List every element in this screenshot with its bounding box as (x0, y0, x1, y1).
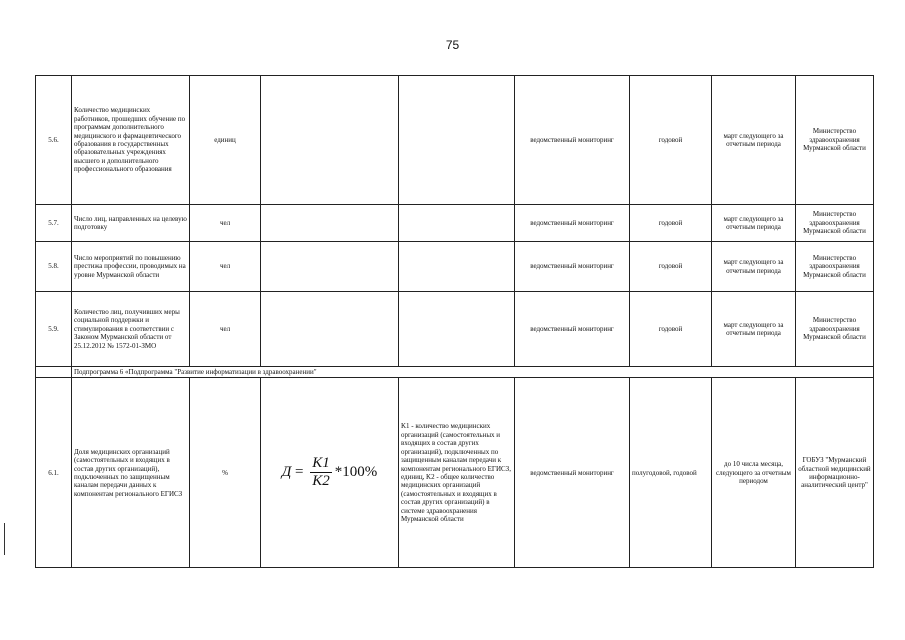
source-cell: ведомственный мониторинг (515, 378, 630, 568)
definition-cell: K1 - количество медицинских организаций (самостоятельных и входящих в состав других организаций), подключенных по защищенным каналам передачи к компонентам регионального ЕГИСЗ, единиц, K2 - общее количество медицинских организаций (самостоятельных и входящих в состав других организаций) в системе здравоохранения Мурманской области (399, 378, 515, 568)
frequency-cell: годовой (630, 242, 712, 292)
indicator-name: Количество медицинских работников, прошедших обучение по программам дополнительного медицинского и фармацевтического образования в государственных образовательных учреждениях высшего и дополнительного профессионального образования (72, 76, 190, 205)
indicator-name: Количество лиц, получивших меры социальной поддержки и стимулирования в соответствии с Законом Мурманской области от 25.12.2012 № 1572-01-ЗМО (72, 292, 190, 367)
source-cell: ведомственный мониторинг (515, 76, 630, 205)
subprogram-title: Подпрограмма 6 «Подпрограмма "Развитие информатизации в здравоохранении" (72, 367, 874, 378)
row-number: 5.7. (36, 205, 72, 242)
definition-cell (399, 76, 515, 205)
responsible-cell: Министерство здравоохранения Мурманской области (796, 242, 874, 292)
row-number: 6.1. (36, 378, 72, 568)
indicator-name: Число лиц, направленных на целевую подготовку (72, 205, 190, 242)
formula-fraction (310, 456, 332, 489)
deadline-cell: март следующего за отчетным периода (712, 292, 796, 367)
row-number: 5.6. (36, 76, 72, 205)
row-number: 5.8. (36, 242, 72, 292)
source-cell: ведомственный мониторинг (515, 292, 630, 367)
frequency-cell: годовой (630, 76, 712, 205)
page-number: 75 (445, 38, 460, 52)
table-row (36, 242, 874, 292)
deadline-cell: март следующего за отчетным периода (712, 205, 796, 242)
formula-cell (261, 76, 399, 205)
subprogram-row (36, 367, 874, 378)
table-row (36, 378, 874, 568)
indicators-table (35, 75, 874, 568)
formula-multiplier: *100% (334, 464, 378, 481)
unit-cell: чел (190, 292, 261, 367)
indicator-name: Доля медицинских организаций (самостоятельных и входящих в состав других организаций), подключенных по защищенным каналам передачи данных к компонентам регионального ЕГИСЗ (72, 378, 190, 568)
row-number: 5.9. (36, 292, 72, 367)
formula (263, 456, 396, 489)
table-row (36, 205, 874, 242)
scan-margin-mark (4, 523, 5, 555)
formula-lhs: Д (281, 464, 292, 481)
formula-denominator: K2 (312, 473, 330, 490)
formula-cell (261, 205, 399, 242)
formula-cell (261, 378, 399, 568)
source-cell: ведомственный мониторинг (515, 205, 630, 242)
unit-cell: чел (190, 205, 261, 242)
unit-cell: чел (190, 242, 261, 292)
definition-cell (399, 205, 515, 242)
frequency-cell: годовой (630, 205, 712, 242)
responsible-cell: Министерство здравоохранения Мурманской области (796, 205, 874, 242)
deadline-cell: до 10 числа месяца, следующего за отчетным периодом (712, 378, 796, 568)
table-row (36, 292, 874, 367)
subprogram-number-cell (36, 367, 72, 378)
responsible-cell: Министерство здравоохранения Мурманской области (796, 292, 874, 367)
definition-cell (399, 242, 515, 292)
frequency-cell: годовой (630, 292, 712, 367)
table-row (36, 76, 874, 205)
definition-cell (399, 292, 515, 367)
unit-cell: единиц (190, 76, 261, 205)
unit-cell: % (190, 378, 261, 568)
deadline-cell: март следующего за отчетным периода (712, 76, 796, 205)
source-cell: ведомственный мониторинг (515, 242, 630, 292)
formula-cell (261, 242, 399, 292)
responsible-cell: ГОБУЗ "Мурманский областной медицинский информационно-аналитический центр" (796, 378, 874, 568)
frequency-cell: полугодовой, годовой (630, 378, 712, 568)
formula-cell (261, 292, 399, 367)
formula-numerator: K1 (312, 455, 330, 472)
responsible-cell: Министерство здравоохранения Мурманской области (796, 76, 874, 205)
indicator-name: Число мероприятий по повышению престижа профессии, проводимых на уровне Мурманской области (72, 242, 190, 292)
formula-equals: = (291, 464, 308, 481)
deadline-cell: март следующего за отчетным периода (712, 242, 796, 292)
